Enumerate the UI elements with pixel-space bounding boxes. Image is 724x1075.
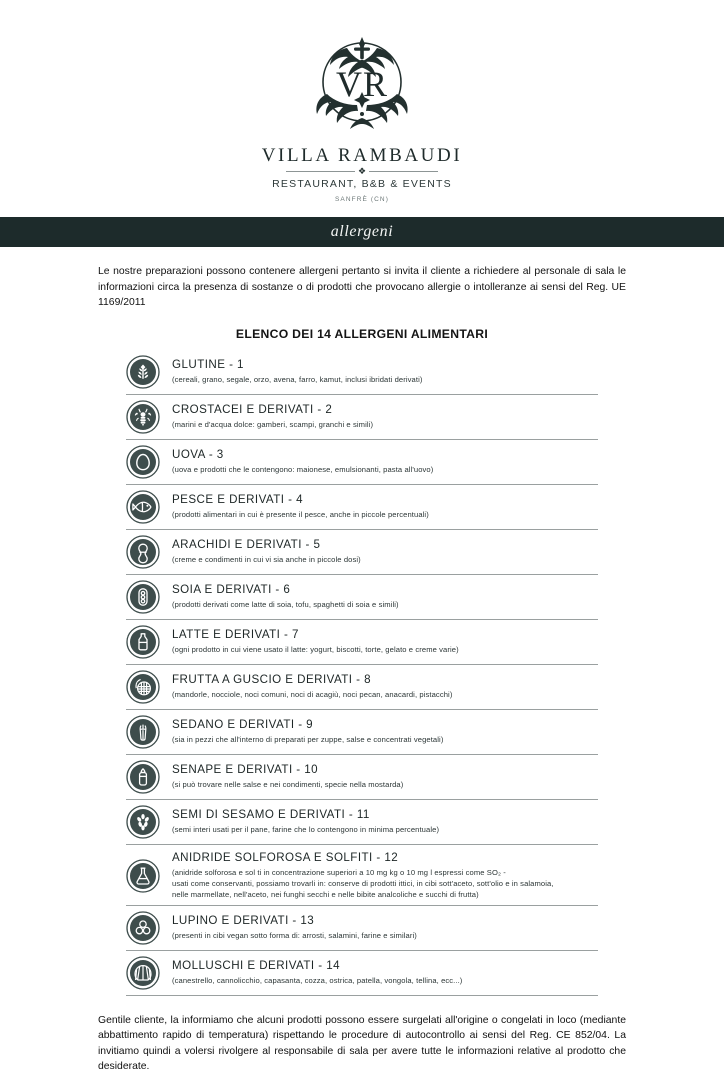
soy-icon xyxy=(126,580,160,614)
allergen-row xyxy=(126,845,598,906)
allergen-desc-line: nelle marmellate, nell'aceto, nei funghi secchi e nelle bibite analcoliche e succhi di frutta) xyxy=(172,889,479,899)
shell-icon xyxy=(126,956,160,990)
allergen-desc xyxy=(172,644,598,655)
allergen-desc-line: (mandorle, nocciole, noci comuni, noci di acagiù, noci pecan, anacardi, pistacchi) xyxy=(172,690,453,699)
allergen-desc-line: (semi interi usati per il pane, farine che lo contengono in minima percentuale) xyxy=(172,825,440,834)
allergen-text xyxy=(168,358,598,385)
allergen-desc xyxy=(172,689,598,700)
allergen-list xyxy=(126,350,598,996)
wheat-icon xyxy=(126,355,160,389)
allergen-text xyxy=(168,808,598,835)
allergen-desc xyxy=(172,419,598,430)
allergen-desc xyxy=(172,734,598,745)
allergen-text xyxy=(168,538,598,565)
list-heading: ELENCO DEI 14 ALLERGENI ALIMENTARI xyxy=(235,326,489,341)
egg-icon xyxy=(126,445,160,479)
allergen-title: ANIDRIDE SOLFOROSA E SOLFITI - 12 xyxy=(172,850,399,864)
allergen-desc xyxy=(172,824,598,835)
allergen-desc xyxy=(172,509,598,520)
allergen-text xyxy=(168,851,598,900)
allergen-desc-line: (sia in pezzi che all'interno di preparati per zuppe, salse e concentrati vegetali) xyxy=(172,735,444,744)
brand-logo-block xyxy=(0,0,724,203)
brand-city: SANFRÈ (CN) xyxy=(335,196,389,203)
allergen-text xyxy=(168,583,598,610)
allergen-desc-line: (cereali, grano, segale, orzo, avena, farro, kamut, inclusi ibridati derivati) xyxy=(172,375,423,384)
svg-text:VR: VR xyxy=(335,64,389,104)
allergen-title: CROSTACEI E DERIVATI - 2 xyxy=(172,403,333,416)
allergen-title: PESCE E DERIVATI - 4 xyxy=(172,493,303,506)
brand-name: VILLA RAMBAUDI xyxy=(261,145,463,166)
allergen-text xyxy=(168,493,598,520)
section-banner xyxy=(0,217,724,247)
allergen-desc-line: (prodotti alimentari in cui è presente il pesce, anche in piccole percentuali) xyxy=(172,510,429,519)
allergen-row xyxy=(126,575,598,620)
allergen-desc-line: (marini e d'acqua dolce: gamberi, scampi, granchi e simili) xyxy=(172,420,374,429)
allergen-row xyxy=(126,906,598,951)
allergen-title: ARACHIDI E DERIVATI - 5 xyxy=(172,538,321,551)
intro-paragraph xyxy=(98,264,626,311)
footer-text: Gentile cliente, la informiamo che alcuni prodotti possono essere surgelati all'origine o congelati in loco (mediante abbattimento rapido di temperatura) rispettando le procedure di autocontrollo ai sensi del Reg. CE 852/04. La invitiamo quindi a volersi rivolgere al responsabile di sala per avere tutte le informazioni relative al prodotto che desiderate. xyxy=(98,1014,626,1072)
allergen-text xyxy=(168,403,598,430)
brand-divider xyxy=(286,166,438,176)
allergen-row xyxy=(126,395,598,440)
allergen-desc-line: (canestrello, cannolicchio, capasanta, cozza, ostrica, patella, vongola, tellina, ecc...) xyxy=(172,976,463,985)
allergen-title: MOLLUSCHI E DERIVATI - 14 xyxy=(172,959,341,972)
allergen-row xyxy=(126,755,598,800)
allergen-desc-line: (anidride solforosa e sol ti in concentrazione superiori a 10 mg kg o 10 mg l espressi come SO₂ - xyxy=(172,867,506,877)
allergen-desc-line: (uova e prodotti che le contengono: maionese, emulsionanti, pasta all'uovo) xyxy=(172,465,434,474)
allergen-row xyxy=(126,350,598,395)
allergen-desc xyxy=(172,930,598,941)
allergen-text xyxy=(168,718,598,745)
allergen-desc xyxy=(172,975,598,986)
allergen-text xyxy=(168,959,598,986)
sesame-icon xyxy=(126,805,160,839)
footer-note xyxy=(98,1013,626,1075)
celery-icon xyxy=(126,715,160,749)
allergen-row xyxy=(126,440,598,485)
allergen-desc xyxy=(172,867,598,900)
milk-bottle-icon xyxy=(126,625,160,659)
banner-title: allergeni xyxy=(330,223,394,240)
crustacean-icon xyxy=(126,400,160,434)
allergen-desc-line: (ogni prodotto in cui viene usato il latte: yogurt, biscotti, torte, gelato e creme varie) xyxy=(172,645,459,654)
allergen-text xyxy=(168,628,598,655)
fish-icon xyxy=(126,490,160,524)
allergen-desc xyxy=(172,554,598,565)
allergen-desc xyxy=(172,599,598,610)
allergen-title: GLUTINE - 1 xyxy=(172,358,244,371)
allergen-row xyxy=(126,485,598,530)
mustard-icon xyxy=(126,760,160,794)
allergen-desc xyxy=(172,779,598,790)
allergen-title: FRUTTA A GUSCIO E DERIVATI - 8 xyxy=(172,673,372,686)
allergen-title: LUPINO E DERIVATI - 13 xyxy=(172,914,315,927)
allergen-desc xyxy=(172,464,598,475)
allergen-title: SEMI DI SESAMO E DERIVATI - 11 xyxy=(172,808,370,821)
allergen-title: UOVA - 3 xyxy=(172,448,224,461)
villa-rambaudi-crest-icon xyxy=(287,30,437,148)
allergen-row xyxy=(126,620,598,665)
allergen-text xyxy=(168,763,598,790)
allergen-text xyxy=(168,673,598,700)
nuts-icon xyxy=(126,670,160,704)
allergen-row xyxy=(126,530,598,575)
allergen-text xyxy=(168,448,598,475)
brand-subtitle: RESTAURANT, B&B & EVENTS xyxy=(272,178,452,190)
allergen-row xyxy=(126,800,598,845)
allergen-row xyxy=(126,951,598,996)
allergen-title: LATTE E DERIVATI - 7 xyxy=(172,628,299,641)
allergen-title: SENAPE E DERIVATI - 10 xyxy=(172,763,319,776)
allergen-title: SEDANO E DERIVATI - 9 xyxy=(172,718,314,731)
allergen-desc-line: (creme e condimenti in cui vi sia anche in piccole dosi) xyxy=(172,555,361,564)
allergen-desc xyxy=(172,374,598,385)
allergen-desc-line: (si può trovare nelle salse e nei condimenti, specie nella mostarda) xyxy=(172,780,404,789)
fleur-icon: ❖ xyxy=(355,167,369,176)
flask-icon xyxy=(126,859,160,893)
allergen-title: SOIA E DERIVATI - 6 xyxy=(172,583,291,596)
allergen-desc-line: (presenti in cibi vegan sotto forma di: arrosti, salamini, farine e similari) xyxy=(172,931,417,940)
allergen-row xyxy=(126,665,598,710)
allergen-row xyxy=(126,710,598,755)
allergen-desc-line: (prodotti derivati come latte di soia, tofu, spaghetti di soia e simili) xyxy=(172,600,399,609)
intro-text: Le nostre preparazioni possono contenere allergeni pertanto si invita il cliente a richiedere al personale di sala le informazioni circa la presenza di sostanze o di prodotti che provocano allergie o intolleranze ai sensi del Reg. UE 1169/2011 xyxy=(98,266,626,308)
peanut-icon xyxy=(126,535,160,569)
lupin-icon xyxy=(126,911,160,945)
allergen-desc-line: usati come conservanti, possiamo trovarli in: conserve di prodotti ittici, in cibi sott'aceto, sott'olio e in salamoia, xyxy=(172,878,554,888)
allergen-text xyxy=(168,914,598,941)
